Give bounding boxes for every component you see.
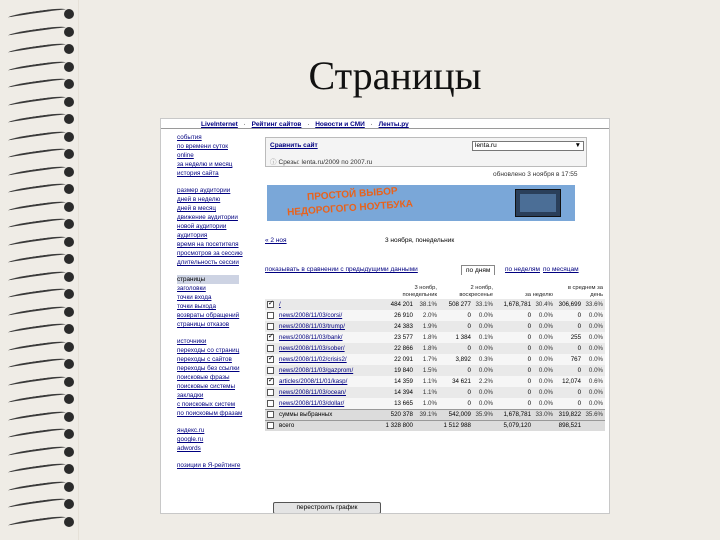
sidebar-item[interactable]: поисковые системы	[177, 383, 236, 390]
percent-cell: 0.0%	[583, 332, 605, 343]
percent-cell: 0.0%	[533, 310, 555, 321]
table-header	[265, 277, 605, 299]
percent-cell: 1.1%	[415, 376, 439, 387]
sidebar-item[interactable]: по времени суток	[177, 143, 228, 150]
spiral-hole	[64, 149, 74, 159]
row-checkbox[interactable]	[267, 389, 274, 396]
sidebar-item[interactable]: переходы без ссылки	[177, 365, 240, 372]
col-header: 2 ноябр, воскресенье	[459, 285, 494, 298]
spiral-hole	[64, 377, 74, 387]
tab-by-day[interactable]: по дням	[461, 265, 495, 275]
spiral-wire	[8, 357, 66, 370]
sidebar-item[interactable]: возвраты обращений	[177, 312, 240, 319]
value-cell: 1 328 800	[381, 420, 415, 431]
percent-cell	[533, 420, 555, 431]
percent-cell	[415, 420, 439, 431]
spiral-hole	[64, 342, 74, 352]
site-select-value: lenta.ru	[475, 142, 497, 149]
spiral-wire	[8, 7, 66, 20]
sidebar-item[interactable]: новой аудитории	[177, 223, 227, 230]
spiral-wire	[8, 24, 66, 37]
page-url[interactable]: news/2008/11/02/crisis2/	[277, 354, 381, 365]
row-checkbox-cell	[265, 332, 277, 343]
spiral-ring	[6, 323, 76, 335]
row-checkbox[interactable]	[267, 422, 274, 429]
percent-cell: 0.0%	[533, 343, 555, 354]
percent-cell: 1.5%	[415, 365, 439, 376]
table-row	[265, 343, 605, 354]
spiral-wire	[8, 252, 66, 265]
value-cell: 14 359	[381, 376, 415, 387]
spiral-wire	[8, 269, 66, 282]
sidebar-item[interactable]: с поисковых систем	[177, 401, 236, 408]
percent-cell: 0.0%	[473, 321, 495, 332]
value-cell: 0	[495, 376, 533, 387]
site-compare-box	[265, 137, 587, 167]
spiral-ring	[6, 376, 76, 388]
spiral-ring	[6, 236, 76, 248]
value-cell: 255	[555, 332, 583, 343]
spiral-wire	[8, 129, 66, 142]
sidebar-item[interactable]: время на посетителя	[177, 241, 239, 248]
value-cell: 22 866	[381, 343, 415, 354]
value-cell: 520 378	[381, 409, 415, 420]
value-cell: 22 091	[381, 354, 415, 365]
table-row	[265, 376, 605, 387]
spiral-wire	[8, 182, 66, 195]
spiral-hole	[64, 219, 74, 229]
spiral-hole	[64, 254, 74, 264]
period-text: Срезы: lenta.ru/2009 по 2007.ru	[278, 159, 373, 166]
value-cell: 14 394	[381, 387, 415, 398]
ad-banner[interactable]	[267, 185, 575, 221]
spiral-ring	[6, 411, 76, 423]
row-checkbox-cell	[265, 354, 277, 365]
value-cell: 0	[495, 321, 533, 332]
col-header: за неделю	[525, 292, 554, 298]
nav-item-lenta[interactable]: Ленты.ру	[378, 121, 409, 128]
sidebar-item[interactable]: переходы с сайтов	[177, 356, 232, 363]
spiral-ring	[6, 428, 76, 440]
spiral-hole	[64, 167, 74, 177]
spiral-wire	[8, 409, 66, 422]
percent-cell: 1.8%	[415, 332, 439, 343]
spiral-ring	[6, 288, 76, 300]
value-cell: 0	[439, 343, 473, 354]
sidebar-item[interactable]: просмотров за сессию	[177, 250, 243, 257]
nav-item-rating[interactable]: Рейтинг сайтов	[251, 121, 302, 128]
spiral-wire	[8, 112, 66, 125]
table-row	[265, 299, 605, 310]
updated-time: обновлено 3 ноября в 17:55	[493, 171, 578, 178]
page-url: всего	[277, 420, 381, 431]
spiral-hole	[64, 237, 74, 247]
spiral-wire	[8, 427, 66, 440]
site-select[interactable]	[472, 141, 584, 151]
value-cell: 508 277	[439, 299, 473, 310]
percent-cell: 1.1%	[415, 387, 439, 398]
chevron-down-icon: ▼	[574, 142, 581, 149]
spiral-ring	[6, 183, 76, 195]
percent-cell: 0.0%	[583, 310, 605, 321]
spiral-hole	[64, 464, 74, 474]
percent-cell: 33.6%	[583, 299, 605, 310]
spiral-ring	[6, 498, 76, 510]
sidebar-item[interactable]: длительность сессии	[177, 259, 239, 266]
spiral-ring	[6, 201, 76, 213]
screenshot-panel	[160, 118, 610, 514]
spiral-hole	[64, 429, 74, 439]
sidebar-item[interactable]: переходы со страниц	[177, 347, 240, 354]
spiral-ring	[6, 463, 76, 475]
percent-cell: 0.0%	[533, 365, 555, 376]
spiral-hole	[64, 184, 74, 194]
value-cell: 0	[555, 321, 583, 332]
spiral-hole	[64, 482, 74, 492]
spiral-ring	[6, 113, 76, 125]
sidebar-item[interactable]: дней в неделю	[177, 196, 221, 203]
spiral-wire	[8, 199, 66, 212]
page-url[interactable]: news/2008/11/03/ocean/	[277, 387, 381, 398]
spiral-hole	[64, 412, 74, 422]
table-row	[265, 387, 605, 398]
value-cell: 23 577	[381, 332, 415, 343]
page-url[interactable]: news/2008/11/03/bank/	[277, 332, 381, 343]
value-cell: 1 512 988	[439, 420, 473, 431]
site-compare-label[interactable]: Сравнить сайт	[270, 142, 318, 149]
current-date: 3 ноября, понедельник	[385, 237, 455, 244]
spiral-ring	[6, 358, 76, 370]
value-cell: 542,009	[439, 409, 473, 420]
sidebar-item[interactable]: движение аудитории	[177, 214, 238, 221]
spiral-hole	[64, 9, 74, 19]
spiral-ring	[6, 481, 76, 493]
percent-cell: 33.1%	[473, 299, 495, 310]
value-cell: 0	[555, 398, 583, 409]
banner-line2: НЕДОРОГОГО НОУТБУКА	[286, 198, 414, 219]
table-row	[265, 398, 605, 409]
percent-cell: 0.6%	[583, 376, 605, 387]
spiral-wire	[8, 147, 66, 160]
row-checkbox-cell	[265, 365, 277, 376]
row-checkbox[interactable]	[267, 345, 274, 352]
percent-cell: 0.0%	[473, 387, 495, 398]
spiral-ring	[6, 26, 76, 38]
percent-cell: 35.6%	[583, 409, 605, 420]
nav-separator: ·	[243, 121, 246, 128]
spiral-ring	[6, 516, 76, 528]
spiral-wire	[8, 392, 66, 405]
spiral-hole	[64, 132, 74, 142]
percent-cell: 0.0%	[583, 387, 605, 398]
value-cell: 0	[495, 332, 533, 343]
value-cell: 1 384	[439, 332, 473, 343]
spiral-hole	[64, 499, 74, 509]
spiral-wire	[8, 479, 66, 492]
percent-cell: 38.1%	[415, 299, 439, 310]
percent-cell: 35.9%	[473, 409, 495, 420]
row-checkbox[interactable]	[267, 301, 274, 308]
percent-cell: 0.0%	[533, 398, 555, 409]
percent-cell: 0.0%	[473, 343, 495, 354]
percent-cell: 0.0%	[533, 354, 555, 365]
value-cell: 12,074	[555, 376, 583, 387]
percent-cell: 1.8%	[415, 343, 439, 354]
percent-cell: 0.0%	[583, 354, 605, 365]
sidebar-item[interactable]: дней в месяц	[177, 205, 217, 212]
percent-cell: 2.0%	[415, 310, 439, 321]
percent-cell: 1.9%	[415, 321, 439, 332]
row-checkbox-cell	[265, 310, 277, 321]
nav-separator: ·	[307, 121, 310, 128]
slide-title: Страницы	[308, 53, 482, 98]
sidebar	[161, 133, 261, 513]
table-total-row	[265, 420, 605, 431]
value-cell: 767	[555, 354, 583, 365]
percent-cell: 0.0%	[533, 387, 555, 398]
spiral-ring	[6, 131, 76, 143]
spiral-wire	[8, 514, 66, 527]
nav-separator: ·	[370, 121, 373, 128]
period-tabs	[265, 265, 605, 275]
table-row	[265, 354, 605, 365]
table-row	[265, 321, 605, 332]
value-cell: 0	[555, 310, 583, 321]
table-row	[265, 365, 605, 376]
spiral-ring	[6, 341, 76, 353]
spiral-ring	[6, 306, 76, 318]
sidebar-item[interactable]: история сайта	[177, 170, 219, 177]
row-checkbox[interactable]	[267, 378, 274, 385]
col-header: в среднем за день	[567, 285, 604, 298]
spiral-hole	[64, 447, 74, 457]
row-checkbox-cell	[265, 299, 277, 310]
row-checkbox[interactable]	[267, 411, 274, 418]
table-row	[265, 332, 605, 343]
spiral-wire	[8, 164, 66, 177]
top-nav	[161, 119, 609, 129]
percent-cell: 0.1%	[473, 332, 495, 343]
spiral-wire	[8, 322, 66, 335]
percent-cell: 0.3%	[473, 354, 495, 365]
percent-cell: 30.4%	[533, 299, 555, 310]
info-icon: ⓘ	[270, 159, 277, 166]
sidebar-item-rating-positions[interactable]: позиции в Я-рейтинге	[177, 462, 241, 469]
compare-link[interactable]: показывать в сравнении с предыдущими данными	[265, 266, 418, 273]
sidebar-item[interactable]: страницы отказов	[177, 321, 230, 328]
row-checkbox[interactable]	[267, 334, 274, 341]
period-line	[270, 157, 372, 166]
spiral-hole	[64, 324, 74, 334]
sidebar-item[interactable]: аудитория	[177, 232, 208, 239]
value-cell: 19 840	[381, 365, 415, 376]
tab-by-week[interactable]: по неделям	[505, 266, 540, 273]
spiral-ring	[6, 271, 76, 283]
percent-cell: 0.0%	[473, 365, 495, 376]
spiral-wire	[8, 287, 66, 300]
spiral-ring	[6, 393, 76, 405]
row-checkbox-cell	[265, 387, 277, 398]
value-cell: 34 621	[439, 376, 473, 387]
nav-item-liveinternet[interactable]: LiveInternet	[201, 121, 238, 128]
page-url[interactable]: news/2008/11/03/corsi/	[277, 310, 381, 321]
spiral-hole	[64, 202, 74, 212]
table-total-row	[265, 409, 605, 420]
spiral-ring	[6, 253, 76, 265]
spiral-wire	[8, 339, 66, 352]
value-cell: 0	[495, 354, 533, 365]
sidebar-item[interactable]: точки входа	[177, 294, 212, 301]
value-cell: 1,678,781	[495, 299, 533, 310]
row-checkbox-cell	[265, 420, 277, 431]
table-row	[265, 310, 605, 321]
percent-cell: 2.2%	[473, 376, 495, 387]
sidebar-item[interactable]: adwords	[177, 445, 201, 452]
value-cell: 484 201	[381, 299, 415, 310]
sidebar-item[interactable]: google.ru	[177, 436, 204, 443]
tab-by-month[interactable]: по месяцам	[543, 266, 579, 273]
spiral-hole	[64, 394, 74, 404]
value-cell: 898,521	[555, 420, 583, 431]
sidebar-item[interactable]: поисковые фразы	[177, 374, 230, 381]
value-cell: 0	[495, 310, 533, 321]
percent-cell: 0.0%	[533, 332, 555, 343]
spiral-hole	[64, 307, 74, 317]
spiral-hole	[64, 517, 74, 527]
spiral-ring	[6, 218, 76, 230]
percent-cell: 1.0%	[415, 398, 439, 409]
percent-cell: 1.7%	[415, 354, 439, 365]
prev-day-link[interactable]: « 2 ноя	[265, 237, 287, 244]
spiral-wire	[8, 444, 66, 457]
sidebar-item[interactable]: события	[177, 134, 202, 141]
percent-cell: 39.1%	[415, 409, 439, 420]
percent-cell: 0.0%	[583, 398, 605, 409]
page-url[interactable]: news/2008/11/03/gazprom/	[277, 365, 381, 376]
spiral-ring	[6, 166, 76, 178]
value-cell: 0	[439, 321, 473, 332]
nav-item-news[interactable]: Новости и СМИ	[315, 121, 365, 128]
value-cell: 0	[439, 310, 473, 321]
sidebar-item-pages-active[interactable]: страницы	[177, 275, 239, 284]
sidebar-item[interactable]: размер аудитории	[177, 187, 231, 194]
spiral-wire	[8, 462, 66, 475]
main-content	[265, 133, 605, 513]
banner-line1: ПРОСТОЙ ВЫБОР	[306, 185, 399, 204]
page-url[interactable]: news/2008/11/03/trump/	[277, 321, 381, 332]
spiral-hole	[64, 27, 74, 37]
spiral-hole	[64, 114, 74, 124]
spiral-hole	[64, 289, 74, 299]
row-checkbox[interactable]	[267, 312, 274, 319]
page-url[interactable]: news/2008/11/03/sober/	[277, 343, 381, 354]
value-cell: 26 910	[381, 310, 415, 321]
value-cell: 0	[439, 398, 473, 409]
value-cell: 0	[495, 343, 533, 354]
value-cell: 24 383	[381, 321, 415, 332]
spiral-ring	[6, 148, 76, 160]
sidebar-item[interactable]: за неделю и месяц	[177, 161, 233, 168]
value-cell: 13 665	[381, 398, 415, 409]
spiral-wire	[8, 304, 66, 317]
value-cell: 0	[495, 387, 533, 398]
percent-cell: 0.0%	[583, 321, 605, 332]
sidebar-item[interactable]: по поисковым фразам	[177, 410, 243, 417]
percent-cell: 0.0%	[473, 310, 495, 321]
value-cell: 0	[555, 387, 583, 398]
spiral-hole	[64, 359, 74, 369]
page-url[interactable]: articles/2008/11/01/kasp/	[277, 376, 381, 387]
row-checkbox-cell	[265, 409, 277, 420]
spiral-hole	[64, 272, 74, 282]
sidebar-item[interactable]: источники	[177, 338, 207, 345]
row-checkbox-cell	[265, 376, 277, 387]
percent-cell	[473, 420, 495, 431]
row-checkbox[interactable]	[267, 367, 274, 374]
row-checkbox-cell	[265, 398, 277, 409]
percent-cell: 0.0%	[533, 376, 555, 387]
value-cell: 0	[439, 365, 473, 376]
row-checkbox[interactable]	[267, 323, 274, 330]
value-cell: 0	[555, 365, 583, 376]
percent-cell: 0.0%	[583, 343, 605, 354]
page-url[interactable]: /	[277, 299, 381, 310]
value-cell: 0	[495, 365, 533, 376]
row-checkbox[interactable]	[267, 400, 274, 407]
percent-cell: 0.0%	[473, 398, 495, 409]
row-checkbox[interactable]	[267, 356, 274, 363]
sidebar-item[interactable]: online	[177, 152, 194, 159]
laptop-image	[515, 189, 561, 217]
percent-cell: 0.0%	[583, 365, 605, 376]
percent-cell: 33.0%	[533, 409, 555, 420]
value-cell: 5,079,120	[495, 420, 533, 431]
redraw-chart-button[interactable]: перестроить график	[273, 502, 381, 514]
sidebar-item[interactable]: закладки	[177, 392, 204, 399]
spiral-ring	[6, 446, 76, 458]
value-cell: 0	[439, 387, 473, 398]
sidebar-item[interactable]: яндекс.ru	[177, 427, 205, 434]
spiral-wire	[8, 217, 66, 230]
value-cell: 3,892	[439, 354, 473, 365]
row-checkbox-cell	[265, 343, 277, 354]
row-checkbox-cell	[265, 321, 277, 332]
value-cell: 1,678,781	[495, 409, 533, 420]
value-cell: 306,699	[555, 299, 583, 310]
sidebar-item[interactable]: заголовки	[177, 285, 206, 292]
spiral-wire	[8, 497, 66, 510]
page-url: суммы выбранных	[277, 409, 381, 420]
sidebar-item[interactable]: точки выхода	[177, 303, 216, 310]
value-cell: 0	[555, 343, 583, 354]
percent-cell: 0.0%	[533, 321, 555, 332]
spiral-ring	[6, 8, 76, 20]
page-url[interactable]: news/2008/11/03/dollar/	[277, 398, 381, 409]
col-header: 3 ноябр, понедельник	[402, 285, 437, 298]
spiral-wire	[8, 234, 66, 247]
pages-table	[265, 277, 605, 431]
value-cell: 319,822	[555, 409, 583, 420]
spiral-wire	[8, 374, 66, 387]
percent-cell	[583, 420, 605, 431]
value-cell: 0	[495, 398, 533, 409]
